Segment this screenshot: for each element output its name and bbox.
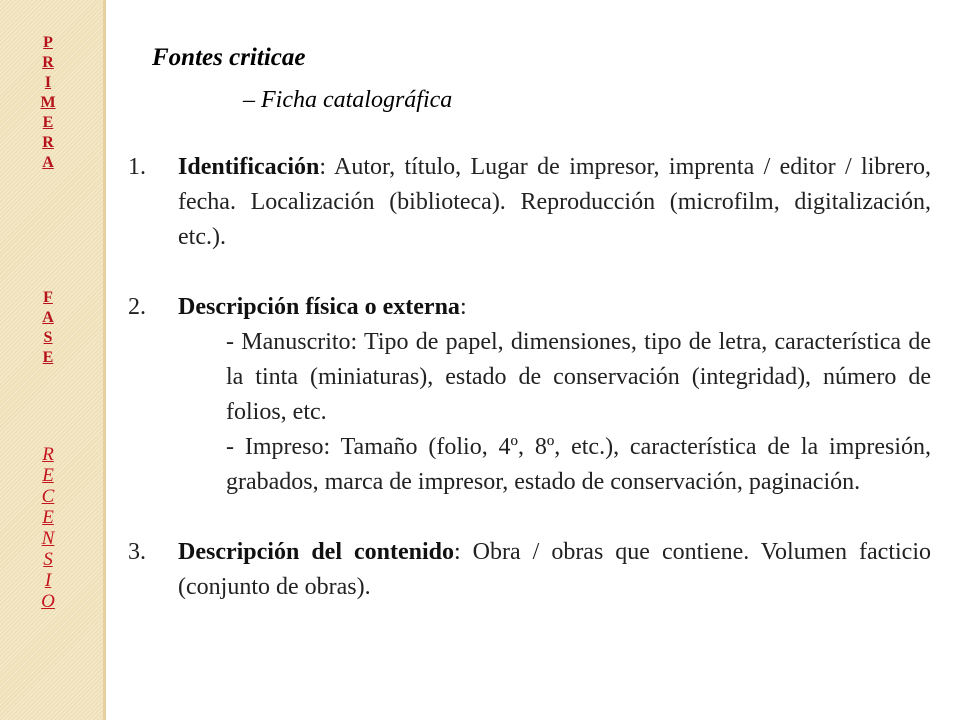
item-text: : Autor, título, Lugar de impresor, imprenta / editor / librero, fecha. Localización (biblioteca). Reproducción (microfilm, digitalización, etc.). [178,154,931,250]
vertical-word-recensio[interactable] [0,444,96,612]
letter: E [42,114,54,131]
item-number: 2. [128,294,146,320]
letter: O [41,591,55,612]
letter: C [41,486,55,507]
letter: S [43,549,53,570]
slide-title: Fontes criticae [152,44,306,71]
letter: A [42,309,54,326]
vertical-word-fase[interactable] [0,288,96,368]
letter: N [41,528,55,549]
slide-subtitle: – Ficha catalográfica [243,87,453,113]
item-number: 1. [128,154,146,180]
item-text: : [459,294,467,320]
letter: I [44,570,52,591]
item-heading: Descripción física o externa [178,294,460,320]
letter: E [42,465,54,486]
letter: E [42,507,54,528]
letter: A [42,154,54,171]
list-item-descripcion-contenido [128,535,931,605]
item-heading: Descripción del contenido [178,539,454,565]
letter: F [43,289,53,306]
vertical-word-primera[interactable] [0,33,96,173]
letter: M [40,94,56,111]
letter: S [43,329,53,346]
subitem-manuscrito: - Manuscrito: Tipo de papel, dimensiones, tipo de letra, característica de la tinta (miniaturas), estado de conservación (integridad), número de folios, etc. [226,329,931,425]
letter: R [42,134,54,151]
list-item-identificacion [128,150,931,255]
subitem-impreso: - Impreso: Tamaño (folio, 4º, 8º, etc.), característica de la impresión, grabados, marca de impresor, estado de conservación, paginación. [226,434,931,495]
letter: I [44,74,52,91]
item-list [128,150,931,605]
letter: R [42,54,54,71]
item-heading: Identificación [178,154,320,180]
letter: R [42,444,54,465]
side-bar [0,0,106,720]
item-text: : Obra / obras que contiene. Volumen facticio (conjunto de obras). [178,539,931,600]
letter: E [42,349,54,366]
list-item-descripcion-fisica [128,290,931,500]
item-number: 3. [128,539,146,565]
letter: P [43,34,53,51]
